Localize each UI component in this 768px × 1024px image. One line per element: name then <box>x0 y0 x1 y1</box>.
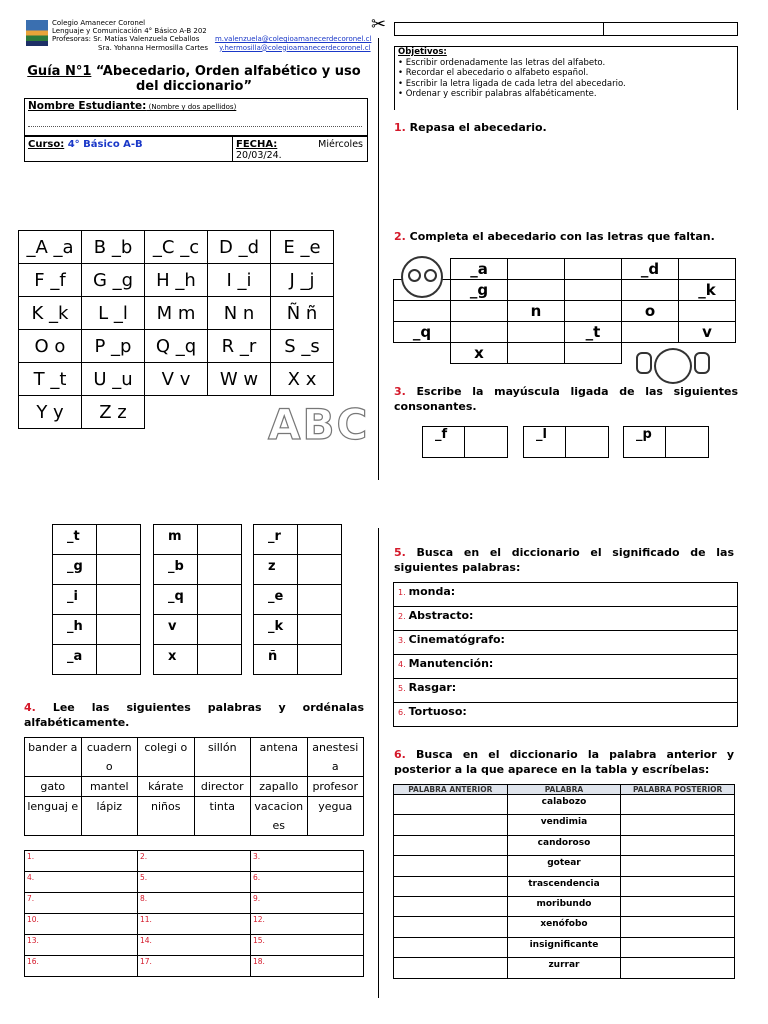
fold-line <box>378 38 379 480</box>
alphabet-fill-cell[interactable]: _g <box>451 280 508 301</box>
table-row <box>394 937 735 957</box>
question-1: 1. Repasa el abecedario. <box>394 121 547 134</box>
letter-cell: _e <box>254 585 298 615</box>
table-row <box>53 615 141 645</box>
write-cell[interactable] <box>298 525 342 555</box>
word-cell: gato <box>25 777 82 797</box>
abc-decoration: ABC <box>268 400 370 449</box>
column-header: PALABRA <box>507 785 621 795</box>
table-row <box>254 615 342 645</box>
alphabet-fill-cell[interactable] <box>451 301 508 322</box>
write-cell[interactable] <box>198 525 242 555</box>
before-cell[interactable] <box>394 795 508 815</box>
alphabet-cell: R _r <box>208 330 271 363</box>
write-cell[interactable] <box>97 645 141 675</box>
write-cell[interactable] <box>97 585 141 615</box>
word-cell: sillón <box>194 738 251 777</box>
alphabet-fill-cell[interactable]: _q <box>394 322 451 343</box>
alphabet-fill-cell[interactable]: o <box>622 301 679 322</box>
order-cell[interactable]: 11. <box>138 914 251 935</box>
alphabet-fill-cell[interactable]: x <box>451 343 508 364</box>
before-cell[interactable] <box>394 958 508 978</box>
alphabet-cell: D _d <box>208 231 271 264</box>
student-name-box <box>24 98 368 136</box>
order-cell[interactable]: 12. <box>251 914 364 935</box>
column-header: PALABRA POSTERIOR <box>621 785 735 795</box>
after-cell[interactable] <box>621 958 735 978</box>
word-cell: cuadern o <box>81 738 138 777</box>
date-day: Miércoles <box>318 139 363 150</box>
objective-item: • Recordar el abecedario o alfabeto español. <box>398 68 589 78</box>
word-cell: kárate <box>138 777 195 797</box>
write-cell[interactable] <box>198 615 242 645</box>
table-row <box>25 738 364 777</box>
table-row <box>25 797 364 836</box>
word-cell: tinta <box>194 797 251 836</box>
alphabet-fill-cell[interactable] <box>565 343 622 364</box>
word-cell: vacacion es <box>251 797 308 836</box>
table-row <box>394 607 738 631</box>
objectives-title: Objetivos: <box>398 47 447 57</box>
thumbs-up-emoji-icon <box>634 346 714 386</box>
question-6: 6. Busca en el diccionario la palabra anterior y posterior a la que aparece en la tabla y escríbelas: <box>394 748 734 776</box>
alphabet-cell: Q _q <box>145 330 208 363</box>
order-cell[interactable]: 16. <box>25 956 138 977</box>
write-cell[interactable] <box>97 525 141 555</box>
write-cell[interactable] <box>97 555 141 585</box>
table-row <box>394 856 735 876</box>
letter-cell: v <box>154 615 198 645</box>
alphabet-cell: K _k <box>19 297 82 330</box>
word-cell: anestesi a <box>307 738 364 777</box>
table-row <box>394 896 735 916</box>
word-cell: zapallo <box>251 777 308 797</box>
alphabet-fill-cell[interactable]: v <box>679 322 736 343</box>
after-cell[interactable] <box>621 856 735 876</box>
after-cell[interactable] <box>621 835 735 855</box>
table-row <box>53 645 141 675</box>
alphabet-cell: S _s <box>271 330 334 363</box>
alphabet-cell: U _u <box>82 363 145 396</box>
word-cell: moribundo <box>507 896 621 916</box>
word-cell: colegi o <box>138 738 195 777</box>
word-cell: trascendencia <box>507 876 621 896</box>
table-row <box>394 301 736 322</box>
alphabet-cell: E _e <box>271 231 334 264</box>
letter-cell: x <box>154 645 198 675</box>
date-value: 20/03/24. <box>236 150 282 161</box>
order-cell[interactable]: 4. <box>25 872 138 893</box>
table-row <box>394 795 735 815</box>
alphabet-cell: G _g <box>82 264 145 297</box>
table-row <box>154 555 242 585</box>
after-cell[interactable] <box>621 795 735 815</box>
definition-cell[interactable]: 4. Manutención: <box>394 655 738 679</box>
table-row <box>25 893 364 914</box>
order-cell[interactable]: 17. <box>138 956 251 977</box>
definition-cell[interactable]: 5. Rasgar: <box>394 679 738 703</box>
table-row <box>394 876 735 896</box>
table-row <box>25 935 364 956</box>
order-cell[interactable]: 18. <box>251 956 364 977</box>
name-line[interactable] <box>28 117 362 127</box>
table-row <box>154 645 242 675</box>
alphabet-cell: I _i <box>208 264 271 297</box>
school-name: Colegio Amanecer Coronel <box>52 19 146 27</box>
fold-line <box>378 528 379 998</box>
before-cell[interactable] <box>394 896 508 916</box>
letter-cell: _k <box>254 615 298 645</box>
after-cell[interactable] <box>621 937 735 957</box>
capital-table-3 <box>253 524 342 675</box>
before-cell[interactable] <box>394 856 508 876</box>
order-table <box>24 850 364 977</box>
order-cell[interactable]: 2. <box>138 851 251 872</box>
alphabet-cell: _C _c <box>145 231 208 264</box>
write-cell[interactable] <box>298 645 342 675</box>
word-cell: lenguaj e <box>25 797 82 836</box>
words-table <box>24 737 364 836</box>
alphabet-cell: Z z <box>82 396 145 429</box>
alphabet-cell: N n <box>208 297 271 330</box>
table-row <box>53 585 141 615</box>
alphabet-fill-cell[interactable] <box>565 280 622 301</box>
word-cell: calabozo <box>507 795 621 815</box>
alphabet-fill-cell[interactable] <box>679 259 736 280</box>
objective-item: • Escribir ordenadamente las letras del alfabeto. <box>398 57 606 68</box>
word-cell: candoroso <box>507 835 621 855</box>
alphabet-cell: F _f <box>19 264 82 297</box>
column-header: PALABRA ANTERIOR <box>394 785 508 795</box>
table-row <box>154 525 242 555</box>
definition-cell[interactable]: 3. Cinematógrafo: <box>394 631 738 655</box>
email-link-1[interactable]: m.valenzuela@colegioamanecerdecoronel.cl <box>214 35 372 44</box>
alphabet-cell: Y y <box>19 396 82 429</box>
table-row <box>25 872 364 893</box>
capital-table-2 <box>153 524 242 675</box>
letter-cell: _a <box>53 645 97 675</box>
table-row <box>394 703 738 727</box>
after-cell[interactable] <box>621 917 735 937</box>
word-cell: xenófobo <box>507 917 621 937</box>
subject-line: Lenguaje y Comunicación 4° Básico A-B 202 <box>52 27 207 36</box>
alphabet-cell: T _t <box>19 363 82 396</box>
order-cell[interactable]: 3. <box>251 851 364 872</box>
table-row <box>394 280 736 301</box>
definition-cell[interactable]: 6. Tortuoso: <box>394 703 738 727</box>
order-cell[interactable]: 9. <box>251 893 364 914</box>
table-header-row <box>394 785 735 795</box>
table-row <box>394 259 736 280</box>
alphabet-fill-cell[interactable] <box>565 259 622 280</box>
order-cell[interactable]: 15. <box>251 935 364 956</box>
table-row <box>254 585 342 615</box>
order-cell[interactable]: 1. <box>25 851 138 872</box>
alphabet-fill-cell[interactable] <box>508 259 565 280</box>
table-row <box>19 330 334 363</box>
dictionary-table <box>393 582 738 727</box>
order-cell[interactable]: 8. <box>138 893 251 914</box>
before-cell[interactable] <box>394 835 508 855</box>
alphabet-cell: Ñ ñ <box>271 297 334 330</box>
letter-cell: ñ <box>254 645 298 675</box>
after-cell[interactable] <box>621 815 735 835</box>
table-row <box>394 655 738 679</box>
table-row <box>394 958 735 978</box>
alphabet-cell: L _l <box>82 297 145 330</box>
table-row <box>19 264 334 297</box>
alphabet-fill-cell[interactable] <box>679 301 736 322</box>
table-row <box>154 615 242 645</box>
alphabet-cell: W w <box>208 363 271 396</box>
alphabet-cell: _A _a <box>19 231 82 264</box>
table-row <box>394 679 738 703</box>
question-4: 4. Lee las siguientes palabras y ordénalas alfabéticamente. <box>24 701 364 729</box>
letter-cell: _t <box>53 525 97 555</box>
table-row <box>254 525 342 555</box>
teacher-line-1: Profesoras: Sr. Matías Valenzuela Ceballos m.valenzuela@colegioamanecerdecoronel.cl <box>52 35 372 44</box>
header-blank-box <box>394 22 738 36</box>
before-cell[interactable] <box>394 937 508 957</box>
alphabet-cell: O o <box>19 330 82 363</box>
ligature-box[interactable]: _f <box>422 426 508 458</box>
course-label: Curso: 4° Básico A-B <box>28 139 143 150</box>
word-cell: zurrar <box>507 958 621 978</box>
question-3: 3. Escribe la mayúscula ligada de las siguientes consonantes. <box>394 385 738 413</box>
word-cell: yegua <box>307 797 364 836</box>
scissors-icon: ✂ <box>371 14 387 35</box>
letter-cell: _i <box>53 585 97 615</box>
write-cell[interactable] <box>198 585 242 615</box>
order-cell[interactable]: 14. <box>138 935 251 956</box>
write-cell[interactable] <box>198 645 242 675</box>
write-cell[interactable] <box>298 585 342 615</box>
ligature-box[interactable]: _l <box>523 426 609 458</box>
teacher-line-2: Sra. Yohanna Hermosilla Cartes y.hermosilla@colegioamanecerdecoronel.cl <box>98 43 371 52</box>
order-cell[interactable]: 7. <box>25 893 138 914</box>
table-row <box>394 815 735 835</box>
capital-table-1 <box>52 524 141 675</box>
letter-cell: _g <box>53 555 97 585</box>
objective-item: • Ordenar y escribir palabras alfabéticamente. <box>398 89 597 99</box>
table-row <box>19 363 334 396</box>
alphabet-fill-cell[interactable]: _d <box>622 259 679 280</box>
word-cell: insignificante <box>507 937 621 957</box>
letter-cell: _b <box>154 555 198 585</box>
ligature-box[interactable]: _p <box>623 426 709 458</box>
definition-cell[interactable]: 1. monda: <box>394 583 738 607</box>
table-row <box>154 585 242 615</box>
alphabet-fill-cell[interactable] <box>508 343 565 364</box>
alphabet-cell: P _p <box>82 330 145 363</box>
word-cell: gotear <box>507 856 621 876</box>
before-cell[interactable] <box>394 917 508 937</box>
table-row <box>394 322 736 343</box>
alphabet-fill-cell[interactable] <box>508 280 565 301</box>
alphabet-cell: X x <box>271 363 334 396</box>
alphabet-fill-cell[interactable]: _k <box>679 280 736 301</box>
write-cell[interactable] <box>298 555 342 585</box>
word-cell: bander a <box>25 738 82 777</box>
word-cell: vendimia <box>507 815 621 835</box>
table-row <box>25 914 364 935</box>
table-row <box>19 297 334 330</box>
question-2: 2. Completa el abecedario con las letras que faltan. <box>394 230 715 243</box>
before-cell[interactable] <box>394 815 508 835</box>
write-cell[interactable] <box>198 555 242 585</box>
table-row <box>25 956 364 977</box>
table-row <box>25 851 364 872</box>
alphabet-cell: V v <box>145 363 208 396</box>
word-cell: profesor <box>307 777 364 797</box>
table-row <box>394 835 735 855</box>
table-row <box>394 583 738 607</box>
table-row <box>254 555 342 585</box>
letter-cell: _q <box>154 585 198 615</box>
alphabet-fill-cell[interactable] <box>394 301 451 322</box>
alphabet-fill-cell[interactable]: n <box>508 301 565 322</box>
word-cell: niños <box>138 797 195 836</box>
alphabet-cell: M m <box>145 297 208 330</box>
guide-title: Guía N°1 “Abecedario, Orden alfabético y uso del diccionario” <box>27 64 361 94</box>
course-date-box <box>24 136 368 162</box>
letter-cell: _r <box>254 525 298 555</box>
alphabet-fill-cell[interactable]: _t <box>565 322 622 343</box>
alphabet-cell: J _j <box>271 264 334 297</box>
after-cell[interactable] <box>621 876 735 896</box>
word-cell: antena <box>251 738 308 777</box>
objectives-box <box>394 46 738 110</box>
definition-cell[interactable]: 2. Abstracto: <box>394 607 738 631</box>
order-cell[interactable]: 6. <box>251 872 364 893</box>
before-after-table <box>393 784 735 979</box>
letter-cell: _h <box>53 615 97 645</box>
write-cell[interactable] <box>97 615 141 645</box>
after-cell[interactable] <box>621 896 735 916</box>
name-label: Nombre Estudiante: (Nombre y dos apellidos) <box>28 100 237 112</box>
school-info <box>52 19 371 52</box>
question-5: 5. Busca en el diccionario el significado de las siguientes palabras: <box>394 546 734 574</box>
word-cell: director <box>194 777 251 797</box>
alphabet-fill-cell[interactable] <box>508 322 565 343</box>
date-label: FECHA: <box>236 139 278 150</box>
before-cell[interactable] <box>394 876 508 896</box>
alphabet-fill-cell[interactable] <box>622 280 679 301</box>
table-row <box>25 777 364 797</box>
table-row <box>394 917 735 937</box>
order-cell[interactable]: 13. <box>25 935 138 956</box>
order-cell[interactable]: 5. <box>138 872 251 893</box>
alphabet-cell: H _h <box>145 264 208 297</box>
alphabet-fill-cell[interactable] <box>622 322 679 343</box>
table-row <box>19 231 334 264</box>
alphabet-fill-cell[interactable] <box>451 322 508 343</box>
alphabet-fill-cell[interactable] <box>565 301 622 322</box>
word-cell: lápiz <box>81 797 138 836</box>
table-row <box>254 645 342 675</box>
word-cell: mantel <box>81 777 138 797</box>
order-cell[interactable]: 10. <box>25 914 138 935</box>
table-row <box>394 631 738 655</box>
objective-item: • Escribir la letra ligada de cada letra del abecedario. <box>398 78 626 89</box>
table-row <box>53 525 141 555</box>
table-row <box>53 555 141 585</box>
letter-cell: m <box>154 525 198 555</box>
alphabet-cell: B _b <box>82 231 145 264</box>
school-logo <box>26 20 48 46</box>
write-cell[interactable] <box>298 615 342 645</box>
email-link-2[interactable]: y.hermosilla@colegioamanecerdecoronel.cl <box>219 43 371 52</box>
thinking-emoji-icon <box>401 256 443 298</box>
alphabet-fill-cell[interactable]: _a <box>451 259 508 280</box>
letter-cell: z <box>254 555 298 585</box>
